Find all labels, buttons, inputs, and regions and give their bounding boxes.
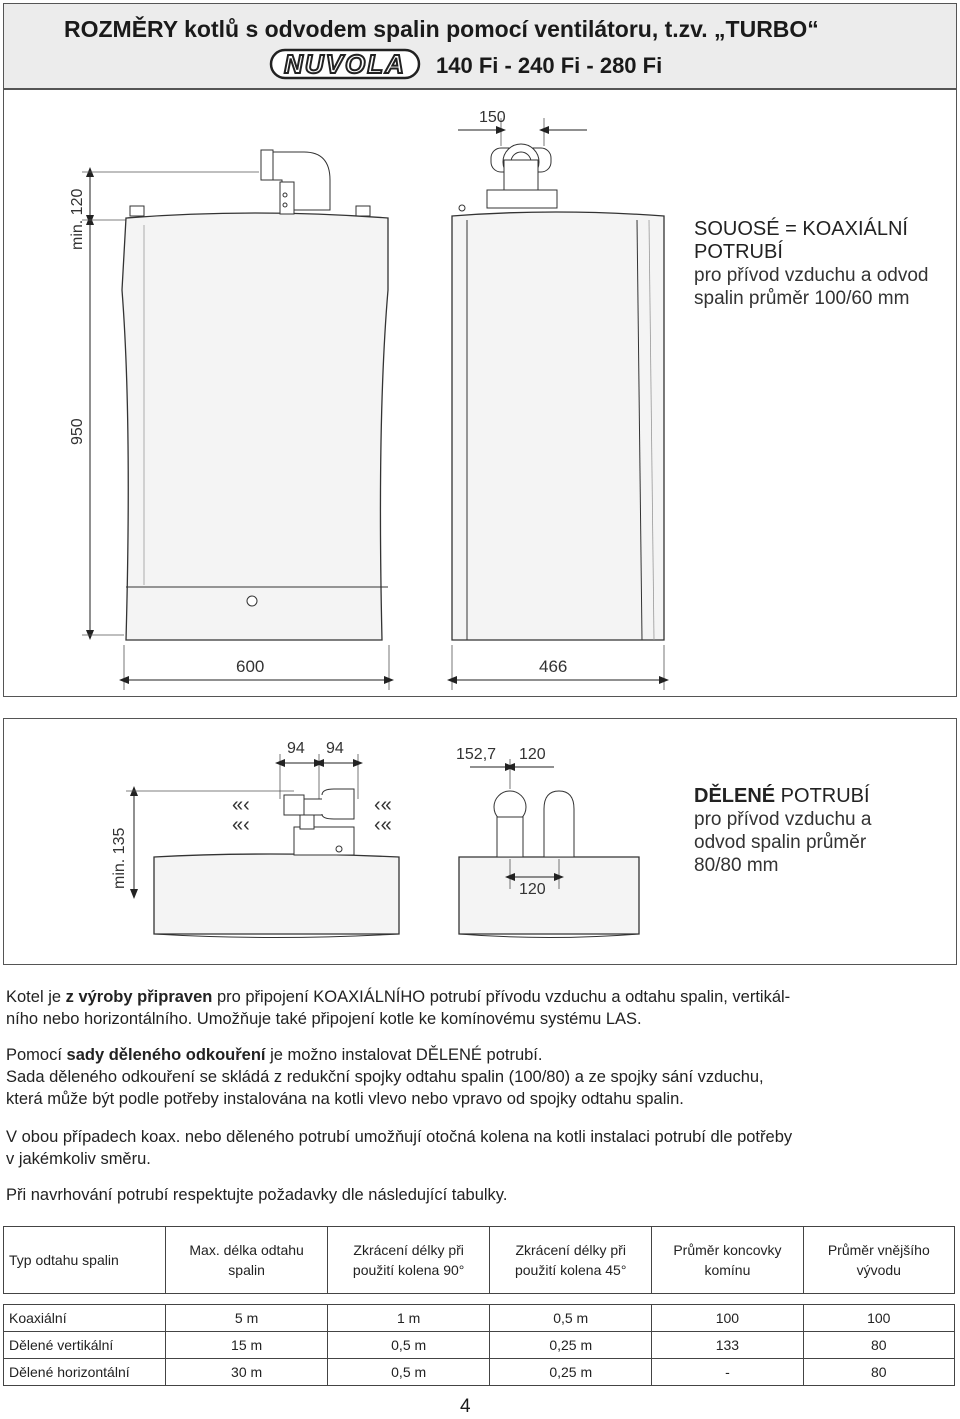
dim-height-label: 950 [69, 418, 86, 445]
svg-text:NUVOLA: NUVOLA [284, 49, 406, 79]
table-header: Průměr vnějšího vývodu [803, 1227, 954, 1294]
table-row: Dělené vertikální 15 m 0,5 m 0,25 m 133 80 [4, 1332, 955, 1359]
dim-e-label: 120 [519, 881, 546, 898]
table-header: Zkrácení délky při použití kolena 90° [328, 1227, 490, 1294]
split-front-view [154, 789, 399, 938]
body-paragraph-1: Kotel je z výroby připraven pro připojení KOAXIÁLNÍHO potrubí přívodu vzduchu a odtahu spalin, vertikál- ního nebo horizontálního. Umožňuje také připojení kotle ke komínovému systému LAS. [6, 988, 791, 1028]
table-header: Průměr koncovky komínu [652, 1227, 803, 1294]
svg-text:«‹: «‹ [232, 794, 250, 816]
flue-spec-table [3, 1226, 955, 1386]
split-diagram-panel [3, 718, 957, 965]
dim-a-label: 94 [287, 740, 305, 757]
split-title: DĚLENÉ POTRUBÍ [694, 785, 870, 807]
table-header: Zkrácení délky při použití kolena 45° [490, 1227, 652, 1294]
split-description [694, 785, 871, 877]
boiler-front-view [122, 150, 388, 640]
svg-text:«‹: «‹ [232, 814, 250, 836]
split-desc-line3: 80/80 mm [694, 855, 779, 876]
table-row: Koaxiální 5 m 1 m 0,5 m 100 100 [4, 1305, 955, 1332]
coaxial-title-line1: SOUOSÉ = KOAXIÁLNÍ [694, 218, 908, 240]
coaxial-description [694, 218, 929, 310]
coaxial-dimension-drawing [4, 90, 956, 696]
split-desc-line1: pro přívod vzduchu a [694, 809, 872, 830]
svg-text:‹«: ‹« [374, 814, 392, 836]
table-header: Max. délka odtahu spalin [166, 1227, 328, 1294]
page-title: ROZMĚRY kotlů s odvodem spalin pomocí ventilátoru, t.zv. „TURBO“ [64, 16, 819, 42]
dim-d-label: 120 [519, 746, 546, 763]
coaxial-diagram-panel [3, 89, 957, 697]
coaxial-title-line2: POTRUBÍ [694, 241, 783, 263]
table-header-row [4, 1227, 955, 1294]
svg-text:‹«: ‹« [374, 794, 392, 816]
nuvola-logo [269, 48, 421, 80]
table-header: Typ odtahu spalin [4, 1227, 166, 1294]
dim-top-offset-label: 150 [479, 109, 506, 126]
page-number: 4 [460, 1396, 471, 1417]
model-list: 140 Fi - 240 Fi - 280 Fi [436, 53, 663, 78]
boiler-side-view [452, 109, 664, 640]
dim-min-top-label: min. 120 [69, 188, 86, 250]
page-header [3, 3, 957, 89]
coaxial-desc-line2: spalin průměr 100/60 mm [694, 288, 910, 309]
split-desc-line2: odvod spalin průměr [694, 832, 867, 853]
table-row: Dělené horizontální 30 m 0,5 m 0,25 m - 80 [4, 1359, 955, 1386]
dim-width-side-label: 466 [539, 657, 568, 676]
coaxial-desc-line1: pro přívod vzduchu a odvod [694, 265, 929, 286]
body-paragraph-3: V obou případech koax. nebo děleného potrubí umožňují otočná kolena na kotli instalaci potrubí dle potřeby v jakémkoliv směru. [6, 1128, 793, 1168]
split-side-view [459, 791, 639, 938]
dim-width-front-label: 600 [236, 657, 265, 676]
dim-c-label: 152,7 [456, 746, 497, 763]
body-paragraph-2: Pomocí sady děleného odkouření je možno instalovat DĚLENÉ potrubí. Sada děleného odkouření se skládá z redukční spojky odtahu spalin (100/80) a ze spojky sání vzduchu, která může být podle potřeby instalována na kotli vlevo nebo vpravo od spojky odtahu spalin. [6, 1046, 764, 1108]
body-paragraph-4: Při navrhování potrubí respektujte požadavky dle následující tabulky. [6, 1186, 508, 1204]
dim-min-label: min. 135 [111, 827, 128, 889]
dim-b-label: 94 [326, 740, 344, 757]
